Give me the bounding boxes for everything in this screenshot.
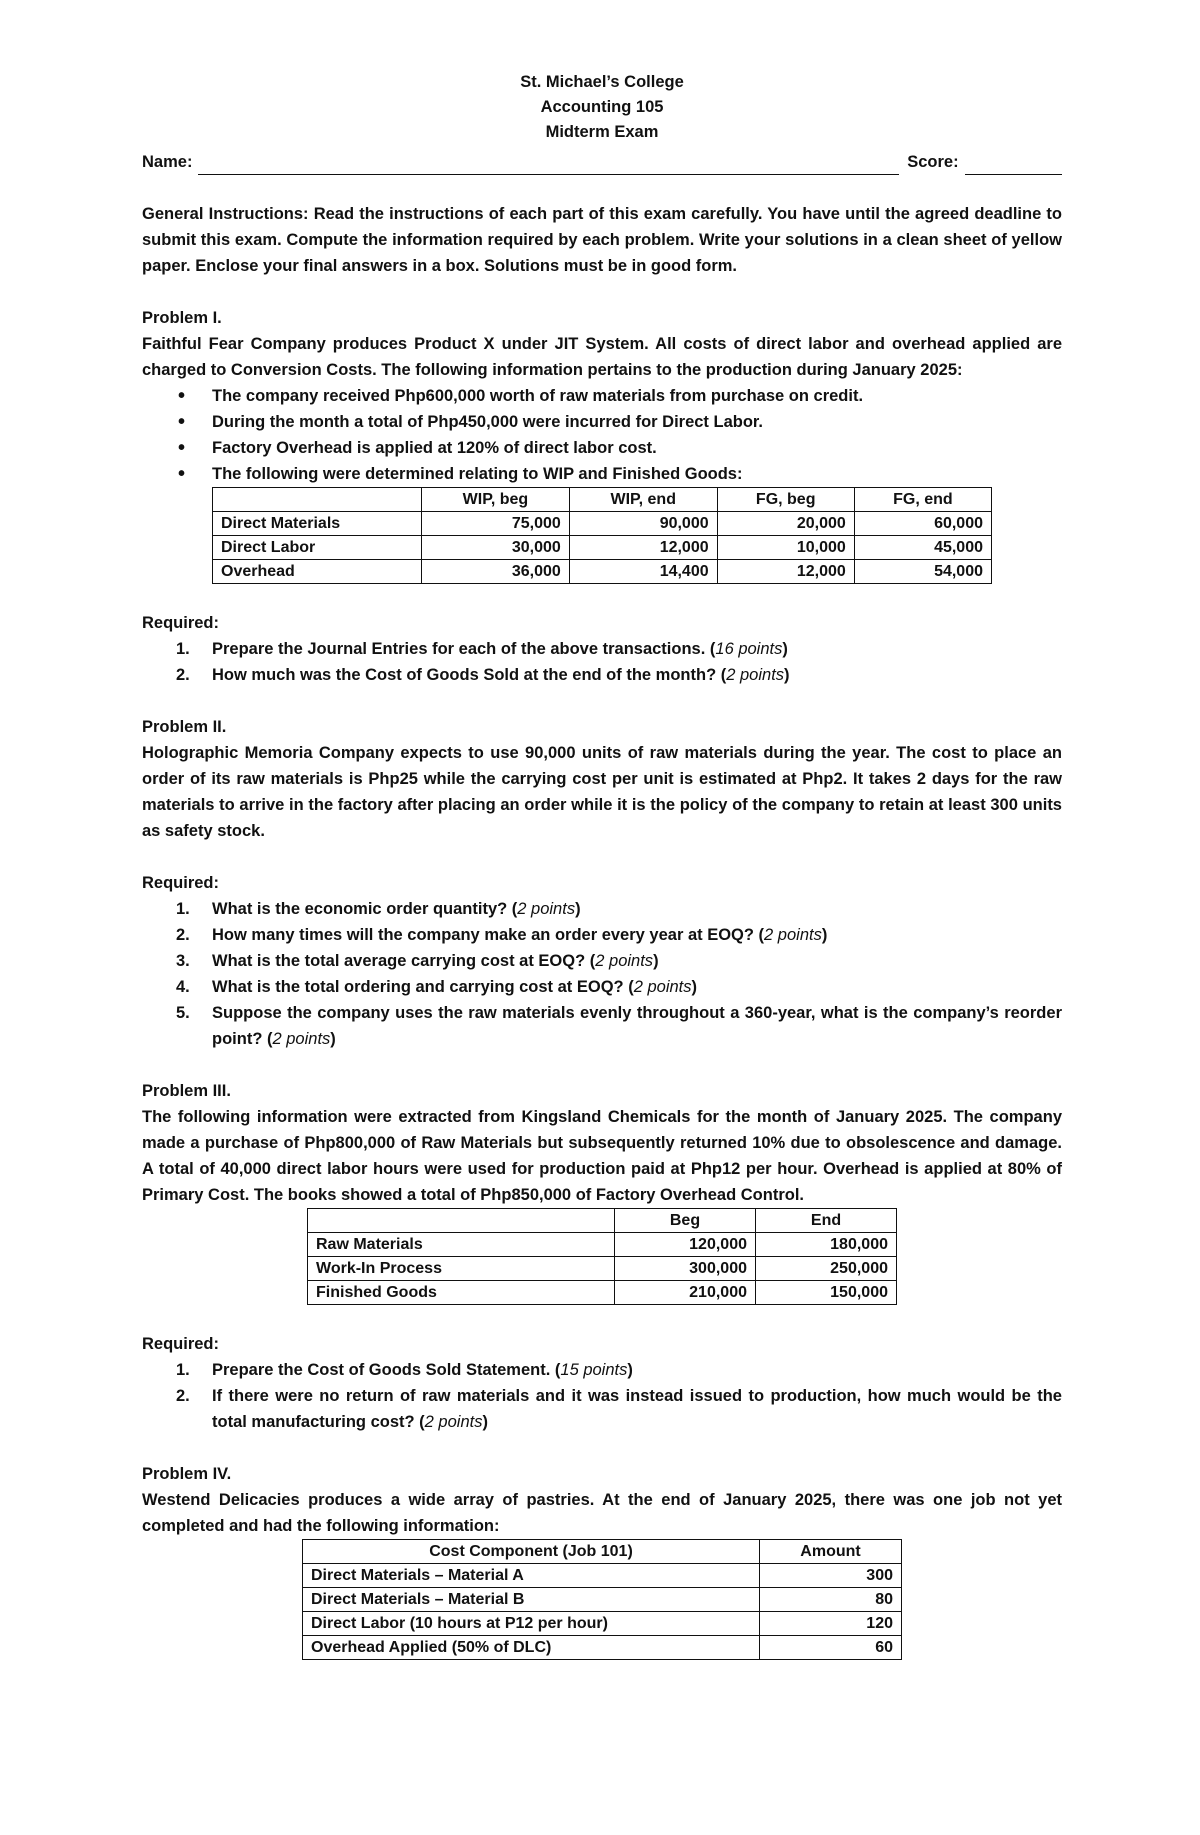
required-item <box>176 1000 1062 1052</box>
table-cell: 250,000 <box>756 1257 897 1281</box>
item-text: What is the total ordering and carrying cost at EOQ? ( <box>212 978 634 996</box>
item-close: ) <box>627 1361 633 1379</box>
row-label: Direct Labor (10 hours at P12 per hour) <box>303 1612 760 1636</box>
item-points: 2 points <box>424 1413 483 1431</box>
item-number: 3. <box>176 952 190 970</box>
required-item <box>176 1357 1062 1383</box>
item-close: ) <box>691 978 698 996</box>
row-label: Raw Materials <box>308 1233 615 1257</box>
item-number: 1. <box>176 1361 190 1379</box>
item-text: How many times will the company make an order every year at EOQ? ( <box>212 926 765 944</box>
table-header-row <box>213 488 992 512</box>
problem2-title: Problem II. <box>142 718 227 736</box>
table-cell: 120 <box>760 1612 902 1636</box>
problem2-intro: Holographic Memoria Company expects to use 90,000 units of raw materials during the year. The cost to place an order of its raw materials is Php25 while the carrying cost per unit is estimated at Php2. It takes 2 days for the raw materials to arrive in the factory after placing an order while it is the policy of the company to retain at least 300 units as safety stock. <box>142 744 1062 840</box>
table-header-row <box>303 1540 902 1564</box>
table-row <box>308 1257 897 1281</box>
table-cell: 60,000 <box>854 512 991 536</box>
item-number: 1. <box>176 640 190 658</box>
table-cell: 90,000 <box>569 512 717 536</box>
item-number: 2. <box>176 666 190 684</box>
table-row <box>213 536 992 560</box>
problem3-table <box>307 1208 897 1305</box>
item-points: 16 points <box>715 640 783 658</box>
required-item <box>176 948 1062 974</box>
table-cell: 54,000 <box>854 560 991 584</box>
item-close: ) <box>482 1413 488 1431</box>
table-header-cell: End <box>756 1209 897 1233</box>
row-label: Work-In Process <box>308 1257 615 1281</box>
item-points: 2 points <box>272 1030 331 1048</box>
item-points: 2 points <box>726 666 785 684</box>
item-close: ) <box>653 952 659 970</box>
required-item <box>176 636 1062 662</box>
problem1-table <box>212 487 992 584</box>
problem1-title: Problem I. <box>142 309 222 327</box>
problem3-intro: The following information were extracted from Kingsland Chemicals for the month of January 2025. The company made a purchase of Php800,000 of Raw Materials but subsequently returned 10% due to obsolescence and damage. A total of 40,000 direct labor hours were used for production paid at Php12 per hour. Overhead is applied at 80% of Primary Cost. The books showed a total of Php850,000 of Factory Overhead Control. <box>142 1108 1062 1204</box>
item-points: 2 points <box>764 926 822 944</box>
score-label: Score: <box>907 153 959 171</box>
table-cell: 45,000 <box>854 536 991 560</box>
item-close: ) <box>782 640 788 658</box>
required-label: Required: <box>142 614 220 632</box>
item-text: What is the economic order quantity? ( <box>212 900 518 918</box>
table-cell: 300 <box>760 1564 902 1588</box>
table-header-cell: Beg <box>615 1209 756 1233</box>
table-cell: 210,000 <box>615 1281 756 1305</box>
item-close: ) <box>784 666 790 684</box>
item-points: 15 points <box>560 1361 628 1379</box>
table-header-cell: WIP, end <box>569 488 717 512</box>
item-close: ) <box>575 900 581 918</box>
table-row <box>308 1281 897 1305</box>
row-label: Overhead Applied (50% of DLC) <box>303 1636 760 1660</box>
table-cell: 20,000 <box>717 512 854 536</box>
row-label: Direct Materials – Material B <box>303 1588 760 1612</box>
problem1-intro: Faithful Fear Company produces Product X under JIT System. All costs of direct labor and overhead applied are charged to Conversion Costs. The following information pertains to the production during January 2025: <box>142 335 1062 379</box>
item-points: 2 points <box>595 952 654 970</box>
table-header-cell <box>308 1209 615 1233</box>
bullet-item: • The following were determined relating to WIP and Finished Goods: <box>212 461 1062 487</box>
problem1-bullets <box>142 383 1062 487</box>
bullet-item: • During the month a total of Php450,000 were incurred for Direct Labor. <box>212 409 1062 435</box>
required-item <box>176 974 1062 1000</box>
required-item <box>176 1383 1062 1435</box>
row-label: Direct Materials – Material A <box>303 1564 760 1588</box>
table-cell: 14,400 <box>569 560 717 584</box>
table-cell: 150,000 <box>756 1281 897 1305</box>
item-points: 2 points <box>633 978 692 996</box>
row-label: Direct Labor <box>213 536 422 560</box>
item-text: How much was the Cost of Goods Sold at the end of the month? ( <box>212 666 727 684</box>
table-row <box>303 1612 902 1636</box>
required-label: Required: <box>142 1335 220 1353</box>
table-cell: 10,000 <box>717 536 854 560</box>
required-label: Required: <box>142 874 220 892</box>
item-close: ) <box>330 1030 336 1048</box>
required-item <box>176 922 1062 948</box>
row-label: Finished Goods <box>308 1281 615 1305</box>
row-label: Direct Materials <box>213 512 422 536</box>
table-row <box>303 1564 902 1588</box>
problem4-table <box>302 1539 902 1660</box>
name-label: Name: <box>142 153 193 171</box>
table-header-cell: FG, end <box>854 488 991 512</box>
name-blank <box>198 156 899 175</box>
problem2-required-list <box>142 896 1062 1052</box>
item-points: 2 points <box>517 900 576 918</box>
table-header-cell: WIP, beg <box>422 488 570 512</box>
bullet-item: • The company received Php600,000 worth of raw materials from purchase on credit. <box>212 383 1062 409</box>
course-title: Accounting 105 <box>540 98 664 116</box>
row-label: Overhead <box>213 560 422 584</box>
item-number: 4. <box>176 978 190 996</box>
table-cell: 75,000 <box>422 512 570 536</box>
item-text: Suppose the company uses the raw materials evenly throughout a 360-year, what is the company’s reorder point? ( <box>212 1004 1062 1048</box>
item-number: 2. <box>176 1387 190 1405</box>
problem1-required-list <box>142 636 1062 688</box>
score-blank <box>965 156 1062 175</box>
problem4-title: Problem IV. <box>142 1465 232 1483</box>
name-score-line <box>142 149 1062 175</box>
problem3-title: Problem III. <box>142 1082 231 1100</box>
item-text: What is the total average carrying cost at EOQ? ( <box>212 952 596 970</box>
table-header-cell: Cost Component (Job 101) <box>303 1540 760 1564</box>
table-header-cell: FG, beg <box>717 488 854 512</box>
item-text: Prepare the Cost of Goods Sold Statement. ( <box>212 1361 561 1379</box>
table-row <box>303 1588 902 1612</box>
table-cell: 30,000 <box>422 536 570 560</box>
problem4-intro: Westend Delicacies produces a wide array of pastries. At the end of January 2025, there was one job not yet completed and had the following information: <box>142 1491 1062 1535</box>
problem3-required-list <box>142 1357 1062 1435</box>
item-number: 2. <box>176 926 190 944</box>
table-cell: 180,000 <box>756 1233 897 1257</box>
table-cell: 60 <box>760 1636 902 1660</box>
table-header-cell <box>213 488 422 512</box>
item-text: Prepare the Journal Entries for each of the above transactions. ( <box>212 640 716 658</box>
table-cell: 80 <box>760 1588 902 1612</box>
table-row <box>213 560 992 584</box>
general-instructions: General Instructions: Read the instructions of each part of this exam carefully. You have until the agreed deadline to submit this exam. Compute the information required by each problem. Write your solutions in a clean sheet of yellow paper. Enclose your final answers in a box. Solutions must be in good form. <box>142 205 1062 275</box>
table-header-row <box>308 1209 897 1233</box>
school-name: St. Michael’s College <box>520 73 684 91</box>
item-number: 5. <box>176 1004 190 1022</box>
required-item <box>176 896 1062 922</box>
table-cell: 12,000 <box>569 536 717 560</box>
exam-title: Midterm Exam <box>545 123 659 141</box>
table-cell: 120,000 <box>615 1233 756 1257</box>
table-row <box>303 1636 902 1660</box>
table-header-cell: Amount <box>760 1540 902 1564</box>
table-cell: 36,000 <box>422 560 570 584</box>
required-item <box>176 662 1062 688</box>
table-cell: 300,000 <box>615 1257 756 1281</box>
item-close: ) <box>821 926 828 944</box>
bullet-item: • Factory Overhead is applied at 120% of direct labor cost. <box>212 435 1062 461</box>
table-cell: 12,000 <box>717 560 854 584</box>
table-row <box>308 1233 897 1257</box>
table-row <box>213 512 992 536</box>
item-number: 1. <box>176 900 190 918</box>
item-text: If there were no return of raw materials and it was instead issued to production, how much would be the total manufacturing cost? ( <box>212 1387 1062 1431</box>
